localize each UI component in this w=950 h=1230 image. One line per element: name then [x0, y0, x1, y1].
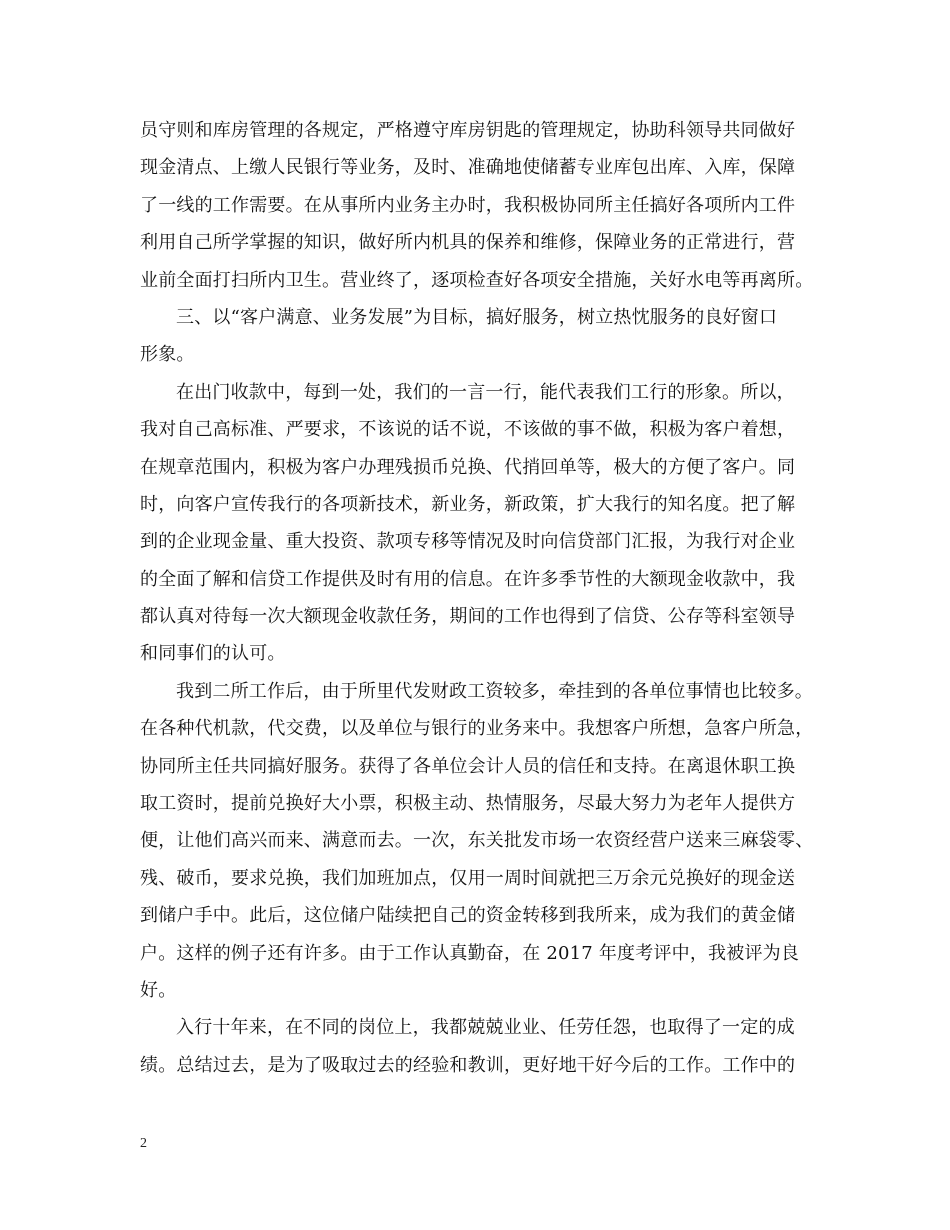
page-number: 2 [140, 1136, 147, 1151]
text-line: 利用自己所学掌握的知识，做好所内机具的保养和维修，保障业务的正常进行，营 [140, 232, 796, 254]
text-line: 到的企业现金量、重大投资、款项专移等情况及时向信贷部门汇报，为我行对企业 [140, 531, 796, 553]
text-line: 取工资时，提前兑换好大小票，积极主动、热情服务，尽最大努力为老年人提供方 [140, 793, 796, 815]
text-line: 现金清点、上缴人民银行等业务，及时、准确地使储蓄专业库包出库、入库，保障 [140, 157, 796, 179]
text-line: 便，让他们高兴而来、满意而去。一次，东关批发市场一农资经营户送来三麻袋零、 [140, 830, 814, 852]
section-heading-line: 三、以“客户满意、业务发展”为目标，搞好服务，树立热忱服务的良好窗口 [176, 306, 778, 328]
section-heading-line: 形象。 [140, 344, 195, 366]
text-line: 了一线的工作需要。在从事所内业务主办时，我积极协同所主任搞好各项所内工件 [140, 194, 796, 216]
text-line: 的全面了解和信贷工作提供及时有用的信息。在许多季节性的大额现金收款中，我 [140, 568, 796, 590]
text-line: 到储户手中。此后，这位储户陆续把自己的资金转移到我所来，成为我们的黄金储 [140, 905, 796, 927]
text-line: 在规章范围内，积极为客户办理残损币兑换、代捎回单等，极大的方便了客户。同 [140, 456, 796, 478]
text-line: 和同事们的认可。 [140, 643, 286, 665]
text-line: 在各种代机款，代交费，以及单位与银行的业务来中。我想客户所想，急客户所急， [140, 718, 814, 740]
text-line: 协同所主任共同搞好服务。获得了各单位会计人员的信任和支持。在离退休职工换 [140, 755, 796, 777]
text-line: 好。 [140, 979, 177, 1001]
text-line: 残、破币，要求兑换，我们加班加点，仅用一周时间就把三万余元兑换好的现金送 [140, 867, 796, 889]
text-line: 我对自己高标准、严要求，不该说的话不说，不该做的事不做，积极为客户着想， [140, 419, 796, 441]
text-line: 户。这样的例子还有许多。由于工作认真勤奋，在 2017 年度考评中，我被评为良 [140, 942, 800, 964]
paragraph-start-line: 在出门收款中，每到一处，我们的一言一行，能代表我们工行的形象。所以， [176, 381, 795, 403]
paragraph-start-line: 入行十年来，在不同的岗位上，我都兢兢业业、任劳任怨，也取得了一定的成 [176, 1017, 795, 1039]
text-line: 都认真对待每一次大额现金收款任务，期间的工作也得到了信贷、公存等科室领导 [140, 606, 796, 628]
text-line: 业前全面打扫所内卫生。营业终了，逐项检查好各项安全措施，关好水电等再离所。 [140, 269, 814, 291]
text-line: 员守则和库房管理的各规定，严格遵守库房钥匙的管理规定，协助科领导共同做好 [140, 120, 796, 141]
paragraph-start-line: 我到二所工作后，由于所里代发财政工资较多，牵挂到的各单位事情也比较多。 [176, 680, 813, 702]
document-body [140, 112, 830, 1084]
text-line: 时，向客户宣传我行的各项新技术，新业务，新政策，扩大我行的知名度。把了解 [140, 493, 796, 515]
text-line: 绩。总结过去，是为了吸取过去的经验和教训，更好地干好今后的工作。工作中的 [140, 1054, 796, 1076]
